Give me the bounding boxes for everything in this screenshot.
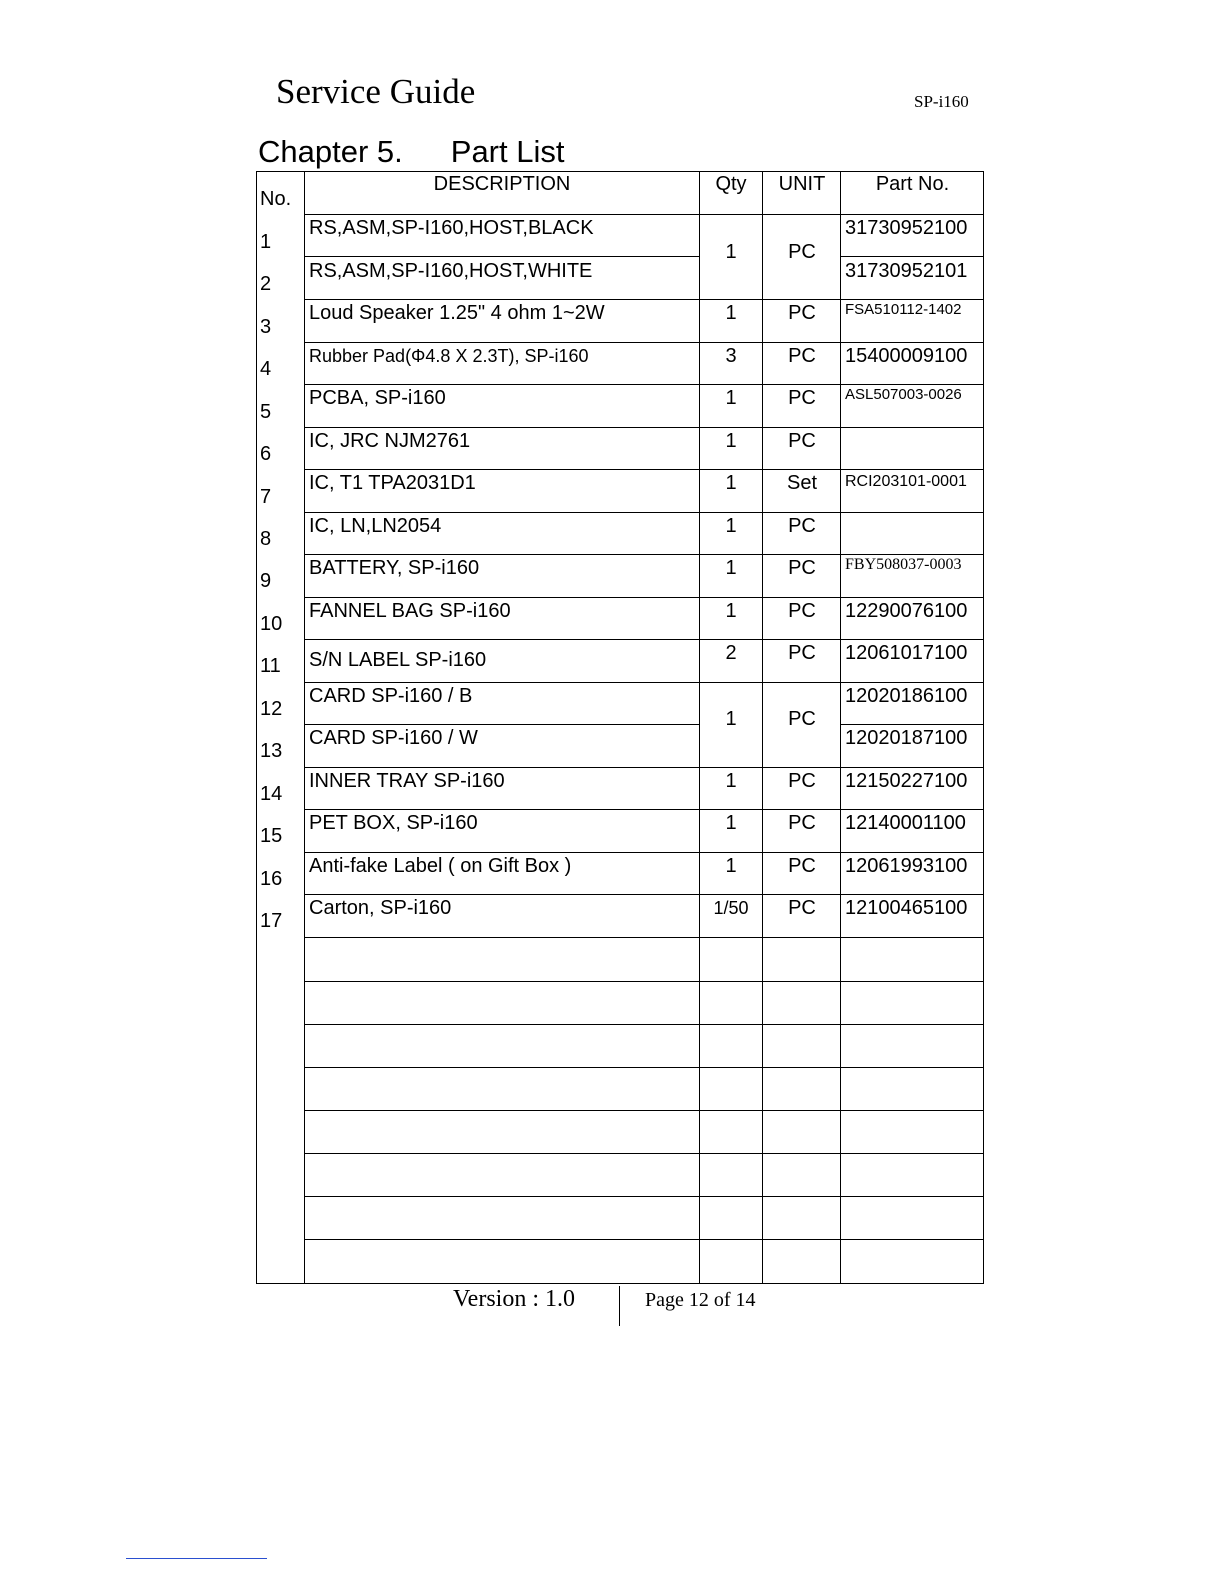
- row-number: 7: [260, 486, 272, 508]
- row-unit: PC: [788, 642, 816, 664]
- column-divider: [304, 171, 305, 1284]
- row-part-no: 12100465100: [845, 897, 968, 919]
- document-title: Service Guide: [276, 72, 476, 111]
- row-description: RS,ASM,SP-I160,HOST,BLACK: [309, 217, 594, 239]
- row-part-no: 12061017100: [845, 642, 968, 664]
- row-part-no: 15400009100: [845, 345, 968, 367]
- row-description: IC, LN,LN2054: [309, 515, 442, 537]
- row-qty: 1: [725, 430, 737, 452]
- row-number: 17: [260, 910, 283, 932]
- row-unit: PC: [788, 241, 816, 263]
- row-divider: [304, 342, 984, 343]
- row-divider: [304, 809, 984, 810]
- row-part-no: 12290076100: [845, 600, 968, 622]
- row-part-no: FBY508037-0003: [845, 556, 962, 573]
- row-divider: [840, 724, 984, 725]
- row-divider: [304, 299, 984, 300]
- row-divider: [304, 554, 984, 555]
- row-part-no: 31730952100: [845, 217, 968, 239]
- row-number: 11: [260, 655, 281, 677]
- chapter-heading: [258, 134, 564, 170]
- row-unit: PC: [788, 708, 816, 730]
- row-unit: PC: [788, 600, 816, 622]
- row-part-no: RCI203101-0001: [845, 473, 967, 490]
- row-divider: [304, 1024, 984, 1025]
- row-part-no: 12020187100: [845, 727, 968, 749]
- header-no: No.: [260, 188, 292, 210]
- row-description: IC, T1 TPA2031D1: [309, 472, 476, 494]
- row-unit: PC: [788, 515, 816, 537]
- row-number: 10: [260, 613, 283, 635]
- row-number: 8: [260, 528, 272, 550]
- row-qty: 1: [725, 770, 737, 792]
- row-part-no: 12061993100: [845, 855, 968, 877]
- version-label: Version : 1.0: [453, 1286, 575, 1312]
- footer-divider: [619, 1286, 620, 1326]
- row-qty: 1: [725, 600, 737, 622]
- row-number: 2: [260, 273, 272, 295]
- row-divider: [304, 639, 984, 640]
- row-qty: 3: [725, 345, 737, 367]
- row-part-no: 12150227100: [845, 770, 968, 792]
- page-number: Page 12 of 14: [645, 1289, 756, 1311]
- row-qty: 1: [725, 387, 737, 409]
- row-qty: 1: [725, 472, 737, 494]
- row-description: CARD SP-i160 / W: [309, 727, 478, 749]
- row-number: 9: [260, 570, 272, 592]
- row-qty: 1: [725, 515, 737, 537]
- row-description: Rubber Pad(Φ4.8 X 2.3T), SP-i160: [309, 346, 589, 366]
- row-divider: [304, 852, 984, 853]
- row-divider: [304, 1196, 984, 1197]
- row-description: S/N LABEL SP-i160: [309, 649, 487, 671]
- row-divider: [304, 512, 984, 513]
- row-qty: 1: [725, 855, 737, 877]
- row-part-no: ASL507003-0026: [845, 386, 962, 403]
- row-unit: PC: [788, 387, 816, 409]
- header-part-no: Part No.: [875, 173, 950, 195]
- row-qty: 1: [725, 241, 737, 263]
- row-divider: [304, 214, 984, 215]
- row-number: 5: [260, 401, 272, 423]
- row-part-no: FSA510112-1402: [845, 301, 962, 318]
- row-divider: [304, 937, 984, 938]
- row-description: Anti-fake Label ( on Gift Box ): [309, 855, 572, 877]
- row-qty: 2: [725, 642, 737, 664]
- row-divider: [304, 724, 699, 725]
- row-qty: 1: [725, 708, 737, 730]
- row-description: Carton, SP-i160: [309, 897, 452, 919]
- row-divider: [304, 1067, 984, 1068]
- row-number: 16: [260, 868, 283, 890]
- row-divider: [840, 256, 984, 257]
- row-number: 14: [260, 783, 283, 805]
- row-number: 13: [260, 740, 283, 762]
- row-divider: [304, 384, 984, 385]
- row-part-no: 12020186100: [845, 685, 968, 707]
- row-unit: Set: [786, 472, 818, 494]
- row-description: BATTERY, SP-i160: [309, 557, 480, 579]
- row-description: CARD SP-i160 / B: [309, 685, 473, 707]
- row-divider: [304, 894, 984, 895]
- row-part-no: 12140001100: [845, 812, 966, 834]
- row-divider: [304, 469, 984, 470]
- row-divider: [304, 1153, 984, 1154]
- header-description: DESCRIPTION: [433, 173, 571, 195]
- row-divider: [304, 427, 984, 428]
- row-description: PCBA, SP-i160: [309, 387, 446, 409]
- row-qty: 1: [725, 812, 737, 834]
- row-unit: PC: [788, 430, 816, 452]
- row-description: IC, JRC NJM2761: [309, 430, 471, 452]
- row-divider: [304, 1239, 984, 1240]
- row-number: 1: [260, 231, 272, 253]
- row-divider: [304, 767, 984, 768]
- header-unit: UNIT: [778, 173, 826, 195]
- row-divider: [304, 256, 699, 257]
- row-number: 3: [260, 316, 272, 338]
- row-divider: [304, 682, 984, 683]
- row-description: INNER TRAY SP-i160: [309, 770, 505, 792]
- row-number: 4: [260, 358, 272, 380]
- model-code: SP-i160: [914, 92, 969, 111]
- row-number: 15: [260, 825, 283, 847]
- row-number: 12: [260, 698, 283, 720]
- footnote-rule: [126, 1558, 267, 1559]
- row-unit: PC: [788, 855, 816, 877]
- row-divider: [304, 1110, 984, 1111]
- row-description: RS,ASM,SP-I160,HOST,WHITE: [309, 260, 593, 282]
- row-number: 6: [260, 443, 272, 465]
- row-divider: [304, 981, 984, 982]
- row-unit: PC: [788, 812, 816, 834]
- chapter-label: Chapter 5.: [258, 134, 403, 169]
- row-qty: 1/50: [713, 898, 749, 918]
- row-unit: PC: [788, 557, 816, 579]
- row-description: PET BOX, SP-i160: [309, 812, 478, 834]
- row-unit: PC: [788, 770, 816, 792]
- row-part-no: 31730952101: [845, 260, 968, 282]
- row-unit: PC: [788, 302, 816, 324]
- row-qty: 1: [725, 302, 737, 324]
- row-description: FANNEL BAG SP-i160: [309, 600, 511, 622]
- row-divider: [304, 597, 984, 598]
- chapter-title: Part List: [450, 134, 565, 169]
- row-unit: PC: [788, 897, 816, 919]
- row-unit: PC: [788, 345, 816, 367]
- row-qty: 1: [725, 557, 737, 579]
- row-description: Loud Speaker 1.25" 4 ohm 1~2W: [309, 302, 605, 324]
- header-qty: Qty: [715, 173, 747, 195]
